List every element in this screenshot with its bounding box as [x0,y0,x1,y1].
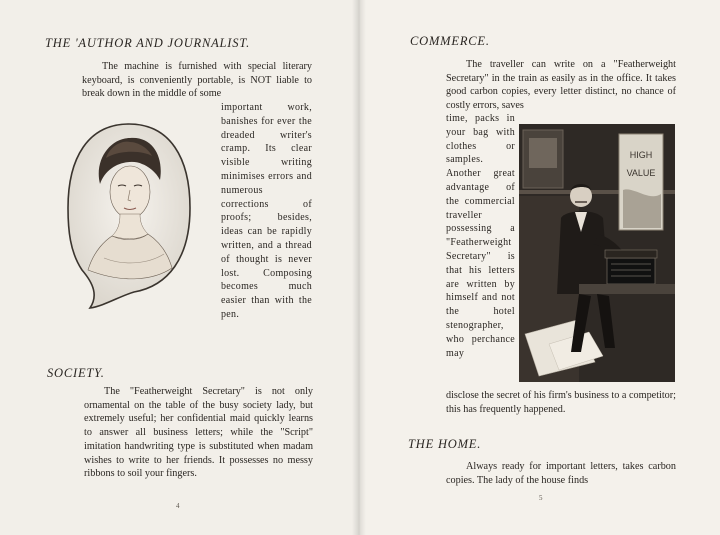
society-heading: SOCIETY. [47,366,105,380]
page-number-right: 5 [539,494,543,502]
woman-portrait-icon [64,120,194,310]
author-intro-text: The machine is furnished with special literary keyboard, is conveniently portable, is NOT liable to break down in the middle of some [82,61,312,100]
traveller-photo [519,124,675,382]
page-number-left: 4 [176,502,180,510]
home-heading: THE HOME. [408,437,482,451]
author-heading: THE 'AUTHOR AND JOURNALIST. [45,36,251,50]
svg-text:HIGH: HIGH [629,150,653,160]
home-text: Always ready for important letters, takes carbon copies. The lady of the house finds [446,461,676,486]
commerce-tail-text: disclose the secret of his firm's business to a competitor; this has frequently happened. [446,390,676,415]
commerce-narrow-text: time, packs in your bag with clothes or samples. Another great advantage of the commercial traveller possessing a "Featherweight Secretary" is that his letters are written by himself and not the hotel stenographer, who perchance may [446,113,515,359]
traveller-typing-icon [519,124,675,382]
commerce-intro-text: The traveller can write on a "Featherweight Secretary" in the train as easily as in the office. It takes good carbon copies, every letter distinct, no chance of costly errors, saves [446,59,676,112]
svg-text:VALUE: VALUE [626,168,656,178]
commerce-heading: COMMERCE. [410,34,490,48]
society-text: The "Featherweight Secretary" is not only ornamental on the table of the busy society lady, but extremely useful; her confidential maid quickly learns to answer all business letters; while the "Script" imitation handwriting type is substituted when madam wishes to write to her friends. It possesses no messy ribbons to soil your fingers. [84,386,313,480]
book-gutter [352,0,366,535]
author-continued-text: important work, banishes for ever the dreaded writer's cramp. Its clear visible writing minimises errors and numerous corrections of proofs; besides, ideas can be rapidly written, and a thread of thought is never lost. Composing becomes much easier than with the pen. [221,102,312,320]
left-page [0,0,359,535]
